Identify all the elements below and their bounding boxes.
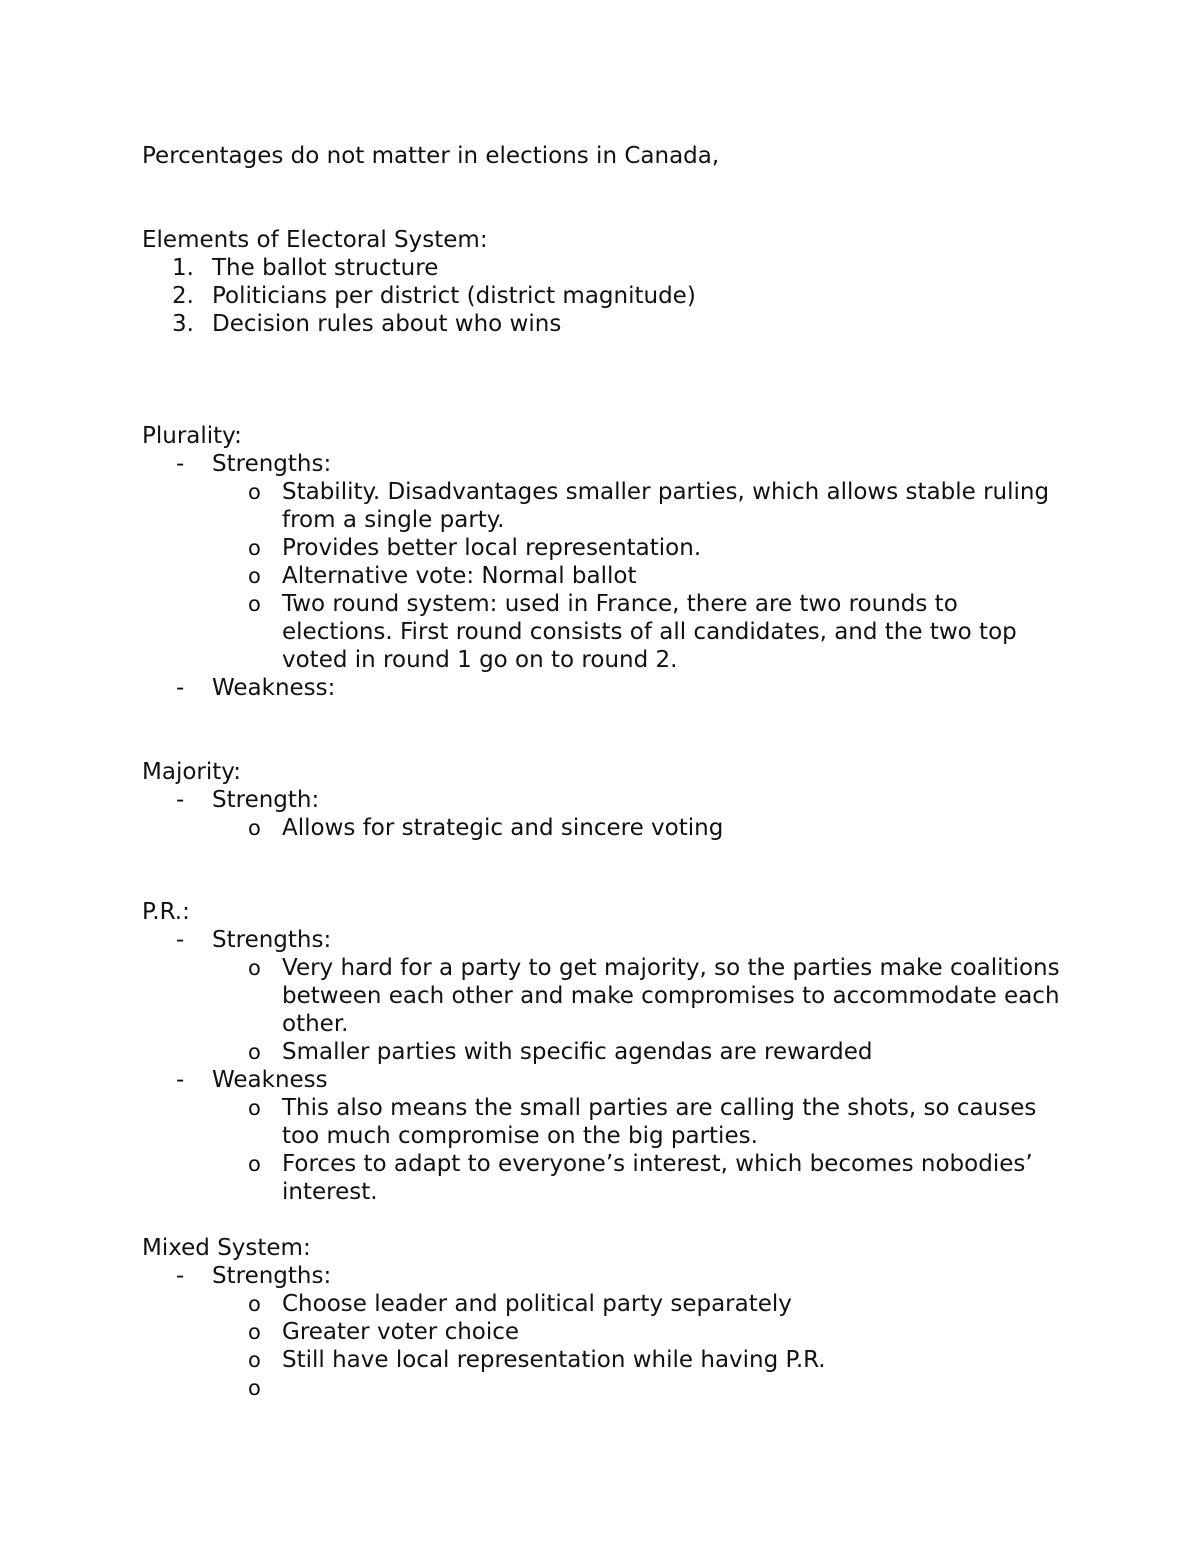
- circle-bullet: o: [248, 1292, 261, 1316]
- list-item: [142, 310, 1072, 338]
- list-item: [142, 254, 1072, 282]
- dash-bullet: -: [176, 787, 185, 813]
- circle-bullet: o: [248, 1040, 261, 1064]
- list-item-text: Alternative vote: Normal ballot: [282, 563, 637, 589]
- list-item-text: Two round system: used in France, there are two rounds to elections. First round consists of all candidates, and the two top voted in round 1 go on to round 2.: [282, 591, 1017, 673]
- circle-bullet: o: [248, 1348, 261, 1372]
- document-page: [142, 142, 1072, 1402]
- list-item-text: Greater voter choice: [282, 1319, 520, 1345]
- circle-bullet: o: [248, 1096, 261, 1120]
- elements-heading: Elements of Electoral System:: [142, 227, 488, 253]
- intro-text: Percentages do not matter in elections in Canada,: [142, 143, 720, 169]
- list-item: [142, 1094, 1072, 1150]
- list-item-text: Choose leader and political party separately: [282, 1291, 792, 1317]
- list-item-text: This also means the small parties are calling the shots, so causes too much compromise on the big parties.: [282, 1095, 1037, 1149]
- list-item-text: Provides better local representation.: [282, 535, 702, 561]
- dash-bullet: -: [176, 1067, 185, 1093]
- list-item: [142, 674, 1072, 702]
- list-item: [142, 1290, 1072, 1318]
- list-item: [142, 450, 1072, 478]
- circle-bullet: o: [248, 956, 261, 980]
- mixed-heading: Mixed System:: [142, 1235, 311, 1261]
- list-item: [142, 954, 1072, 1038]
- circle-bullet: o: [248, 1152, 261, 1176]
- list-item-text: Forces to adapt to everyone’s interest, which becomes nobodies’ interest.: [282, 1151, 1033, 1205]
- strengths-label: Strengths:: [212, 451, 332, 477]
- list-item-text: Politicians per district (district magnitude): [212, 283, 696, 309]
- circle-bullet: o: [248, 564, 261, 588]
- list-item: [142, 1150, 1072, 1206]
- list-item-text: Allows for strategic and sincere voting: [282, 815, 724, 841]
- list-item: [142, 1262, 1072, 1290]
- circle-bullet: o: [248, 816, 261, 840]
- strength-label: Strength:: [212, 787, 320, 813]
- dash-bullet: -: [176, 1263, 185, 1289]
- circle-bullet: o: [248, 592, 261, 616]
- list-item: [142, 282, 1072, 310]
- list-item: [142, 1346, 1072, 1374]
- circle-bullet: o: [248, 536, 261, 560]
- list-item: [142, 562, 1072, 590]
- list-item-text: The ballot structure: [212, 255, 439, 281]
- list-item: [142, 590, 1072, 674]
- list-item-text: Very hard for a party to get majority, so the parties make coalitions between each other and make compromises to accommodate each other.: [282, 955, 1060, 1037]
- list-item: [142, 786, 1072, 814]
- list-item: [142, 534, 1072, 562]
- dash-bullet: -: [176, 451, 185, 477]
- list-number: 2.: [172, 283, 194, 309]
- list-item: [142, 1318, 1072, 1346]
- list-number: 1.: [172, 255, 194, 281]
- strengths-label: Strengths:: [212, 927, 332, 953]
- circle-bullet: o: [248, 1320, 261, 1344]
- list-item: [142, 478, 1072, 534]
- list-number: 3.: [172, 311, 194, 337]
- list-item: [142, 1066, 1072, 1094]
- circle-bullet: o: [248, 480, 261, 504]
- list-item: [142, 1038, 1072, 1066]
- list-item: [142, 1374, 1072, 1402]
- strengths-label: Strengths:: [212, 1263, 332, 1289]
- weakness-label: Weakness: [212, 1067, 328, 1093]
- list-item-text: Stability. Disadvantages smaller parties, which allows stable ruling from a single party.: [282, 479, 1050, 533]
- list-item-text: Still have local representation while having P.R.: [282, 1347, 826, 1373]
- dash-bullet: -: [176, 927, 185, 953]
- majority-heading: Majority:: [142, 759, 241, 785]
- circle-bullet: o: [248, 1376, 261, 1400]
- plurality-heading: Plurality:: [142, 423, 242, 449]
- list-item: [142, 814, 1072, 842]
- list-item-text: Smaller parties with specific agendas are rewarded: [282, 1039, 873, 1065]
- list-item: [142, 926, 1072, 954]
- list-item-text: Decision rules about who wins: [212, 311, 562, 337]
- pr-heading: P.R.:: [142, 899, 190, 925]
- weakness-label: Weakness:: [212, 675, 336, 701]
- dash-bullet: -: [176, 675, 185, 701]
